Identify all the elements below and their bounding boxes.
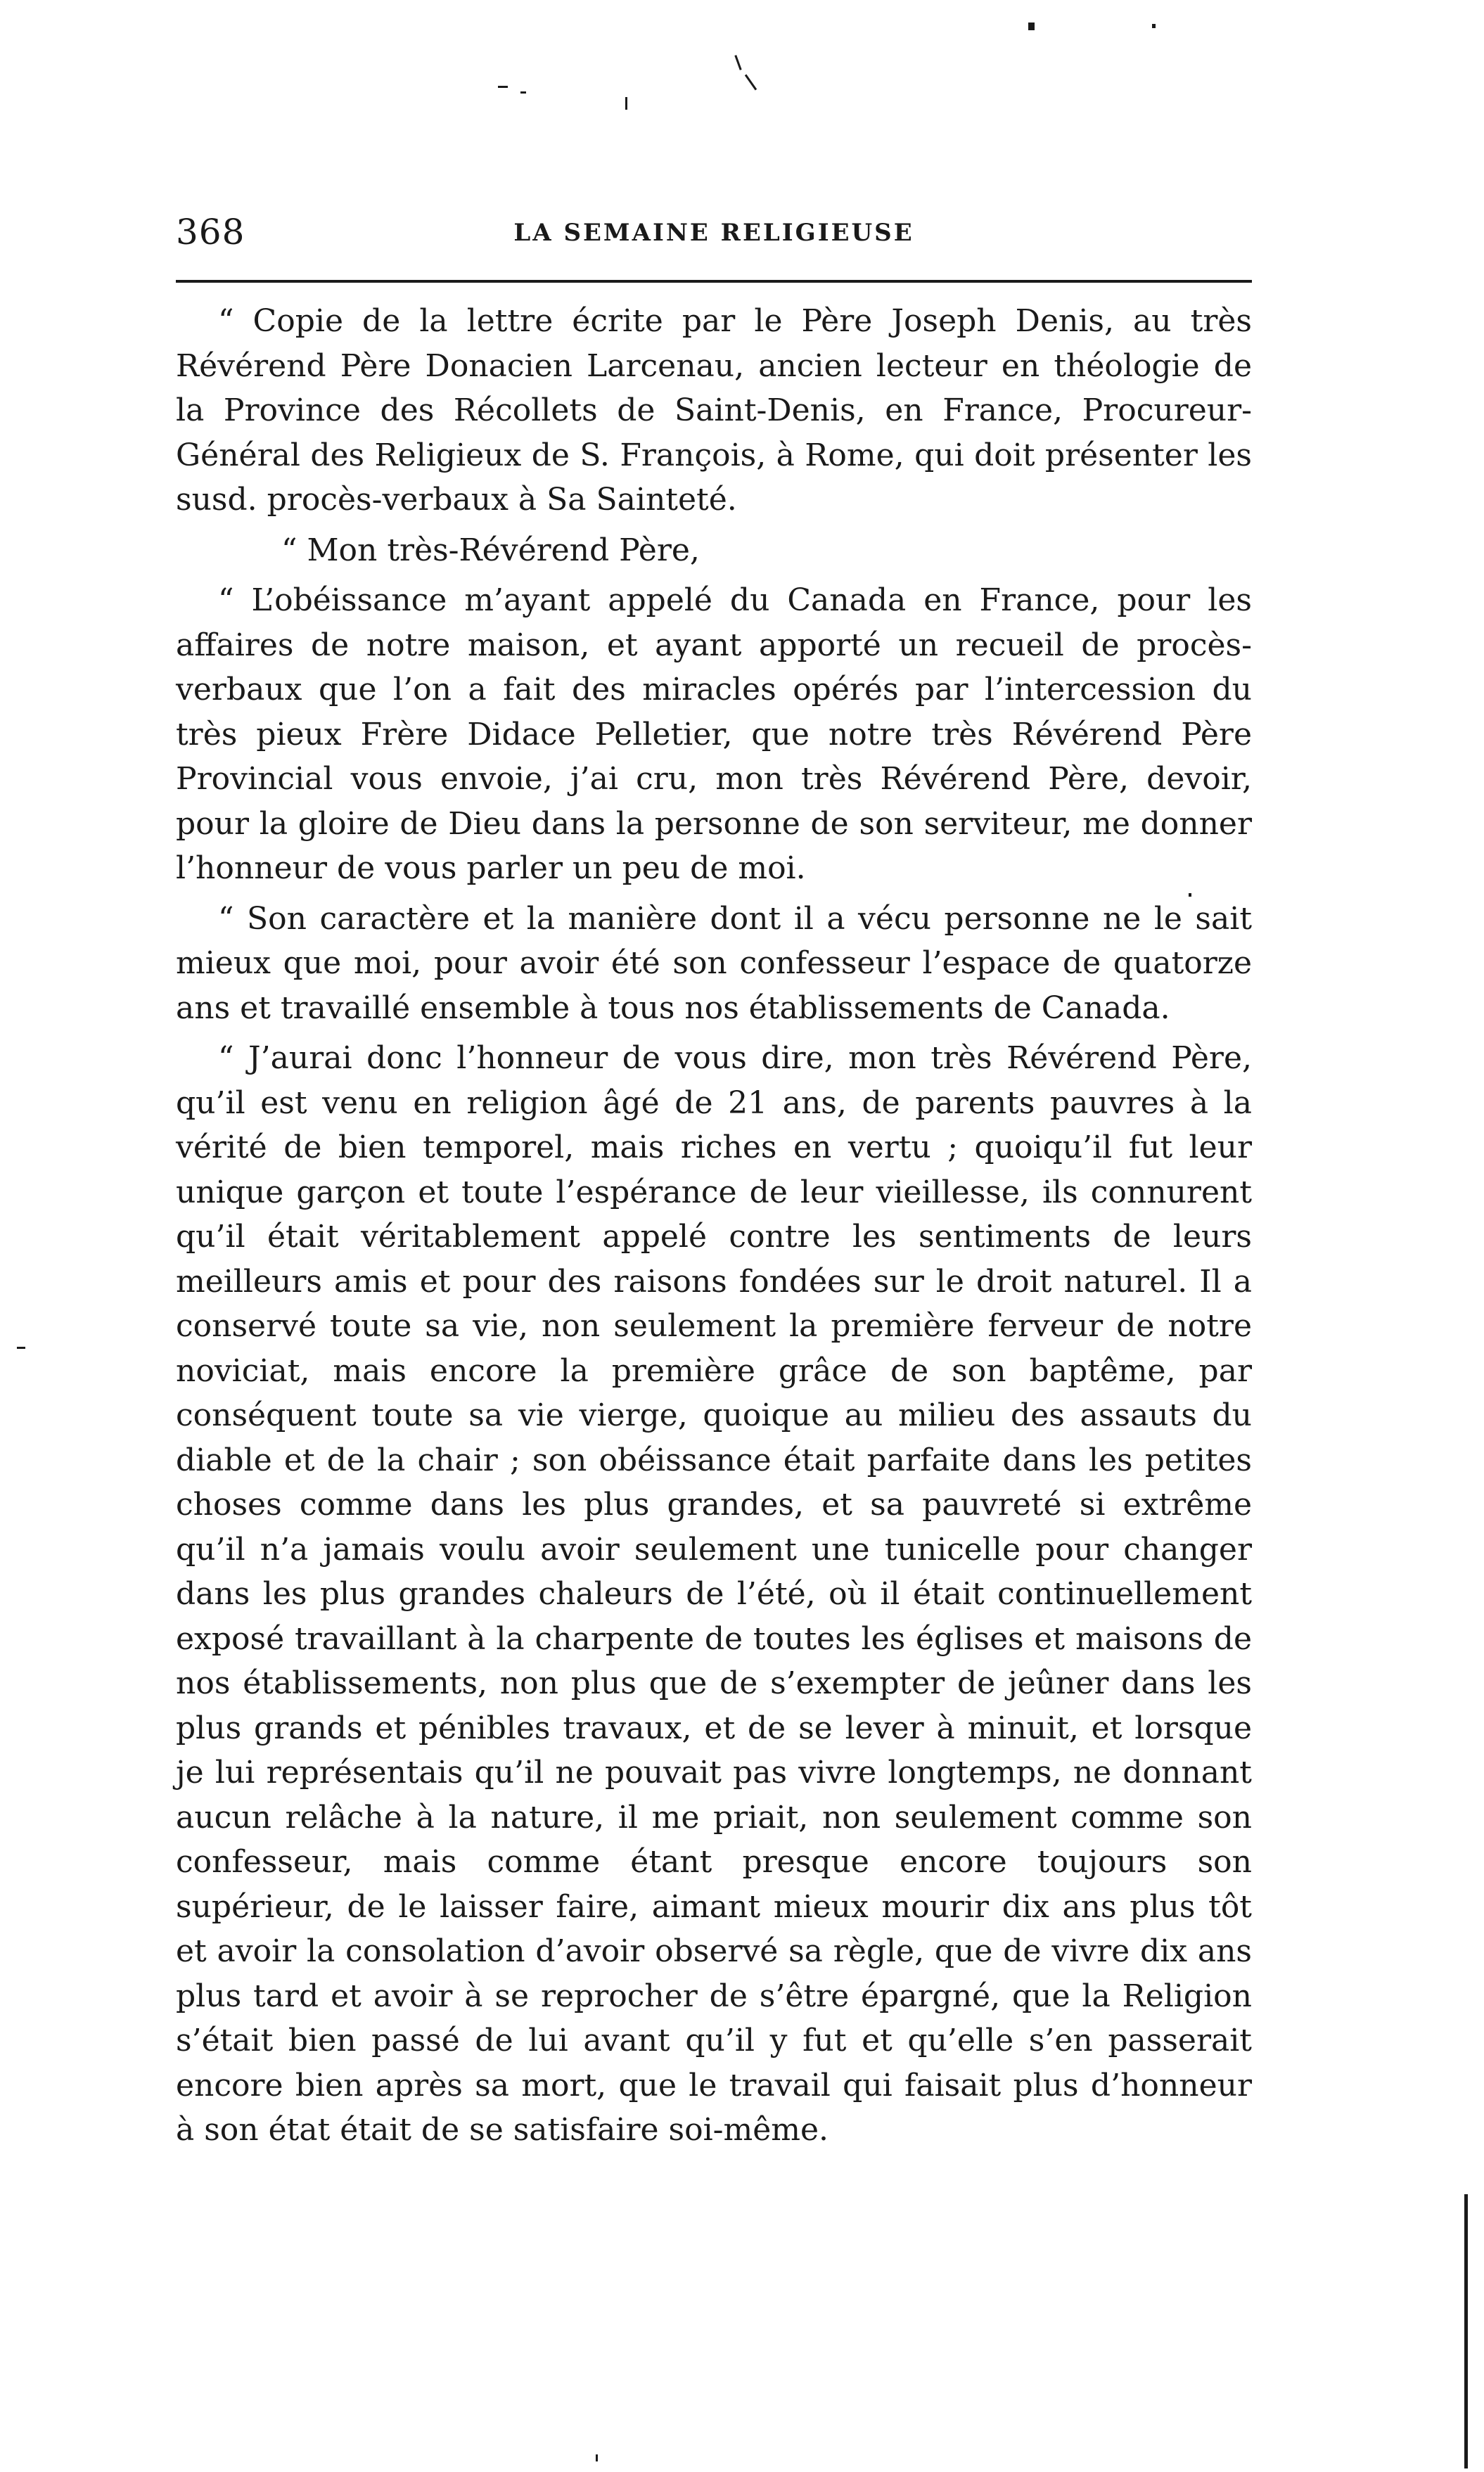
scan-speck <box>1152 24 1156 28</box>
scan-speck <box>520 91 526 94</box>
scan-speck <box>625 97 627 110</box>
scan-speck <box>745 74 757 90</box>
page-header <box>176 211 1252 253</box>
scan-speck <box>498 86 508 88</box>
scan-speck <box>1028 23 1035 30</box>
running-title: LA SEMAINE RELIGIEUSE <box>513 219 914 247</box>
paragraph-salutation: “ Mon très-Révérend Père, <box>281 532 700 568</box>
scan-speck <box>596 2454 598 2461</box>
header-rule <box>176 280 1252 283</box>
paragraph-character: “ Son caractère et la manière dont il a vécu personne ne le sait mieux que moi, pour avoir été son confesseur l’espace de quatorze ans et travaillé ensemble à tous nos établissements de Canada. <box>176 900 1252 1026</box>
scan-speck <box>1189 893 1191 897</box>
scan-speck <box>17 1347 25 1349</box>
paragraph-life-account: “ J’aurai donc l’honneur de vous dire, mon très Révérend Père, qu’il est venu en religion âgé de 21 ans, de parents pauvres à la vérité de bien temporel, mais riches en vertu ; quoiqu’il fut leur unique garçon et toute l’espérance de leur vieillesse, ils connurent qu’il était véritablement appelé contre les sentiments de leurs meilleurs amis et pour des raisons fondées sur le droit naturel. Il a conservé toute sa vie, non seulement la première ferveur de notre noviciat, mais encore la première grâce de son baptême, par conséquent toute sa vie vierge, quoique au milieu des assauts du diable et de la chair ; son obéissance était parfaite dans les petites choses comme dans les plus grandes, et sa pauvreté si extrême qu’il n’a jamais voulu avoir seulement une tunicelle pour changer dans les plus grandes chaleurs de l’été, où il était continuellement exposé travaillant à la charpente de toutes les églises et maisons de nos établissements, non plus que de s’exempter de jeûner dans les plus grands et pénibles travaux, et de se lever à minuit, et lorsque je lui représentais qu’il ne pouvait pas vivre longtemps, ne donnant aucun relâche à la nature, il me priait, non seulement comme son confesseur, mais comme étant presque encore toujours son supérieur, de le laisser faire, aimant mieux mourir dix ans plus tôt et avoir la consolation d’avoir observé sa règle, que de vivre dix ans plus tard et avoir à se reprocher de s’être épargné, que la Religion s’était bien passé de lui avant qu’il y fut et qu’elle s’en passerait encore bien après sa mort, que le travail qui faisait plus d’honneur à son état était de se satisfaire soi-même. <box>176 1040 1252 2148</box>
scan-speck <box>734 55 741 70</box>
paragraph-letter-title: “ Copie de la lettre écrite par le Père Joseph Denis, au très Révérend Père Donacien Larcenau, ancien lecteur en théologie de la Province des Récollets de Saint-Denis, en France, Procureur-Général des Religieux de S. François, à Rome, qui doit présenter les susd. procès-verbaux à Sa Sainteté. <box>176 303 1252 518</box>
paragraph-obedience: “ L’obéissance m’ayant appelé du Canada en France, pour les affaires de notre maison, et ayant apporté un recueil de procès-verbaux que l’on a fait des miracles opérés par l’intercession du très pieux Frère Didace Pelletier, que notre très Révérend Père Provincial vous envoie, j’ai cru, mon très Révérend Père, devoir, pour la gloire de Dieu dans la personne de son serviteur, me donner l’honneur de vous parler un peu de moi. <box>176 582 1252 886</box>
body-text <box>176 299 1252 2153</box>
scan-edge-line <box>1464 2194 1468 2468</box>
page-number: 368 <box>176 212 245 252</box>
